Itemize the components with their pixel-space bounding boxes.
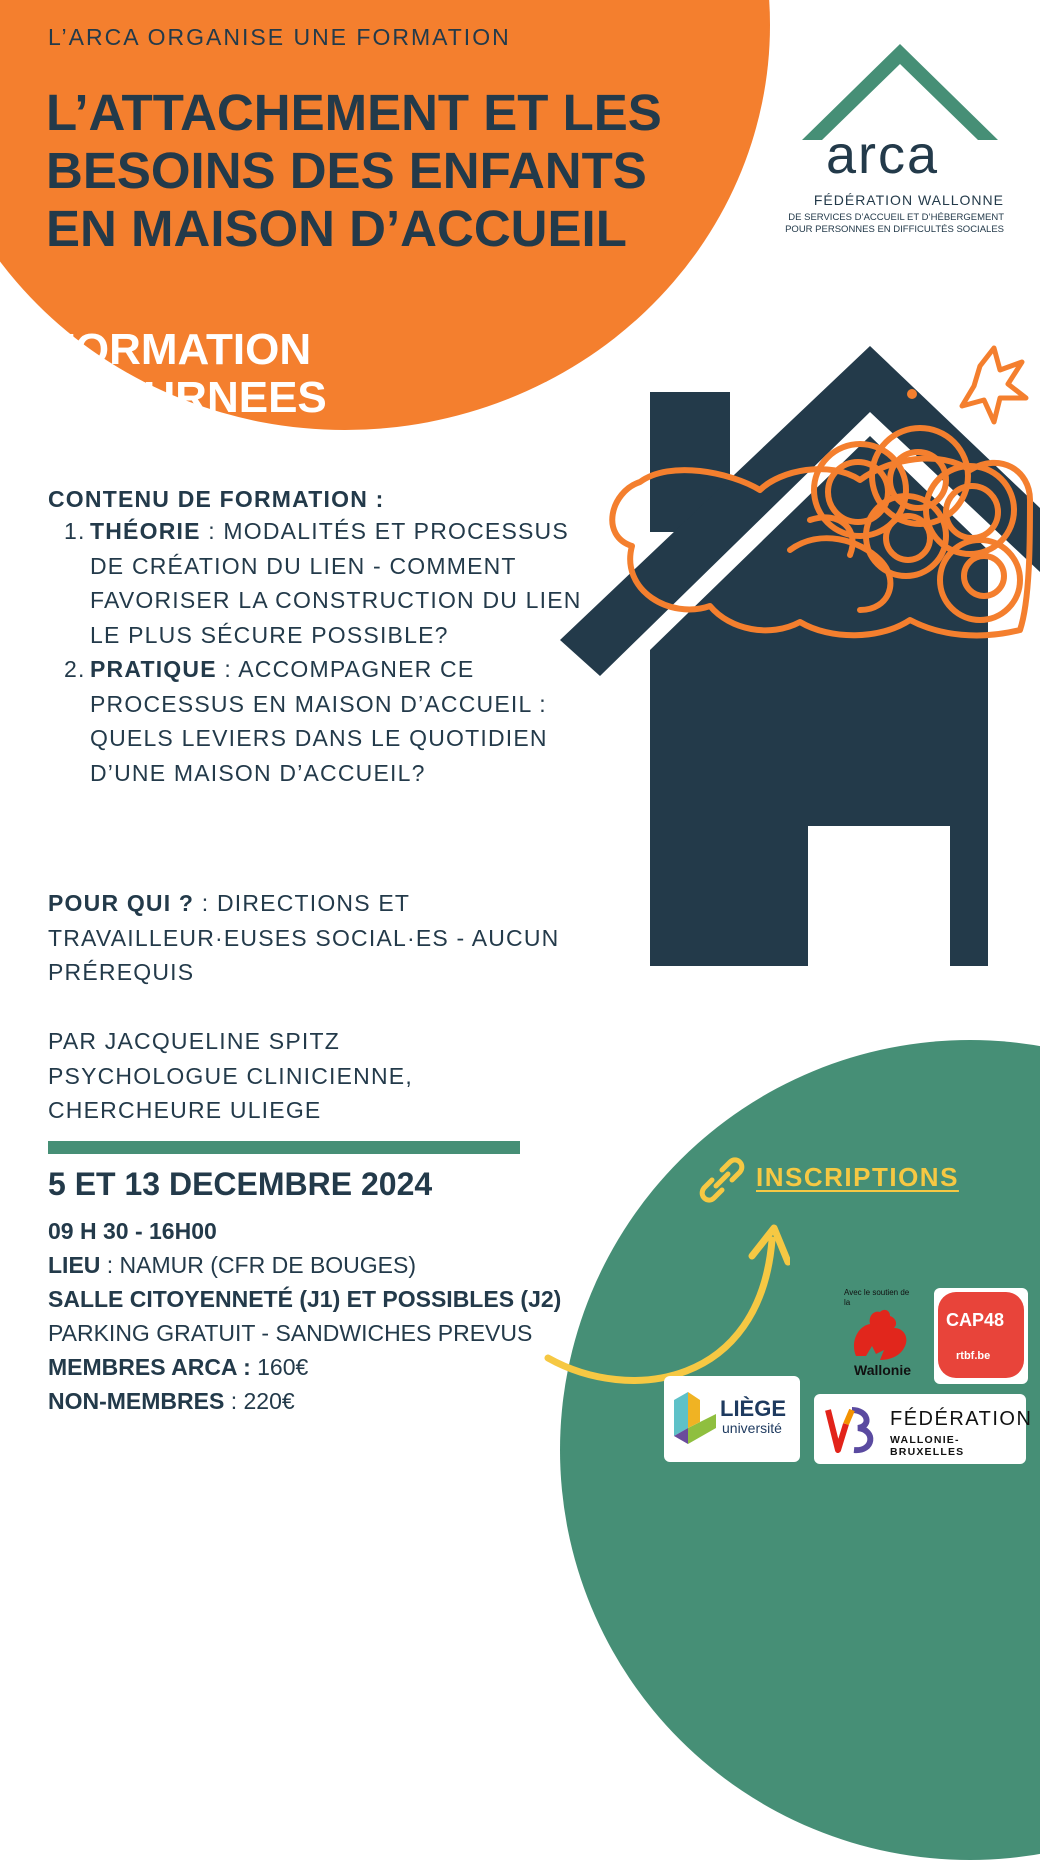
audience-label: POUR QUI ?	[48, 890, 195, 916]
event-extras: PARKING GRATUIT - SANDWICHES PREVUS	[48, 1320, 533, 1346]
place-label: LIEU	[48, 1252, 101, 1278]
link-icon	[692, 1150, 752, 1210]
cap48-rtbf: rtbf.be	[956, 1350, 991, 1362]
dot-doodle	[907, 389, 917, 399]
list-item-text: : ACCOMPAGNER CE PROCESSUS EN MAISON D’ACCUEIL : QUELS LEVIERS DANS LE QUOTIDIEN D’UNE MAISON D’ACCUEIL?	[90, 656, 548, 786]
list-item	[48, 514, 588, 652]
list-item-label: PRATIQUE	[90, 656, 217, 682]
fwb-name: FÉDÉRATION	[890, 1408, 1033, 1430]
place-value: : NAMUR (CFR DE BOUGES)	[100, 1252, 417, 1278]
audience-block	[48, 886, 568, 990]
event-rooms: SALLE CITOYENNETÉ (J1) ET POSSIBLES (J2)	[48, 1286, 562, 1312]
page-title: L’ATTACHEMENT ET LES BESOINS DES ENFANTS EN MAISON D’ACCUEIL	[46, 84, 662, 257]
nonmembers-label: NON-MEMBRES	[48, 1388, 225, 1414]
arca-tagline-1: FÉDÉRATION WALLONNE	[813, 192, 1004, 208]
house-illustration	[560, 340, 1040, 970]
rooster-icon	[846, 1306, 912, 1362]
wallonie-name: Wallonie	[854, 1362, 912, 1378]
list-item	[48, 652, 588, 790]
list-item-label: THÉORIE	[90, 518, 201, 544]
inscriptions-link[interactable]: INSCRIPTIONS	[756, 1162, 959, 1192]
members-price: 160€	[250, 1354, 309, 1380]
list-item-text: : MODALITÉS ET PROCESSUS DE CRÉATION DU LIEN - COMMENT FAVORISER LA CONSTRUCTION DU LIEN LE PLUS SÉCURE POSSIBLE?	[90, 518, 582, 648]
fwb-mark-icon	[824, 1404, 882, 1456]
cap48-badge	[938, 1292, 1024, 1378]
arca-wordmark: arca	[826, 125, 940, 185]
liege-university-logo	[664, 1376, 800, 1462]
liege-name: LIÈGE	[720, 1396, 787, 1421]
liege-sub: université	[722, 1420, 782, 1436]
fwb-sub: WALLONIE-BRUXELLES	[890, 1434, 965, 1458]
arca-tagline-2	[782, 212, 1004, 236]
audience-text: : DIRECTIONS ET TRAVAILLEUR·EUSES SOCIAL·ES - AUCUN PRÉREQUIS	[48, 890, 560, 985]
subtitle-line-2: 2 JOURNEES	[48, 373, 327, 422]
format-subtitle	[48, 326, 327, 422]
section-divider	[48, 1141, 520, 1154]
event-hours: 09 H 30 - 16H00	[48, 1218, 217, 1244]
cap48-name: CAP48	[946, 1310, 1005, 1330]
event-details	[48, 1214, 561, 1418]
wallonie-logo	[836, 1286, 922, 1382]
organizer-kicker: L’ARCA ORGANISE UNE FORMATION	[48, 24, 511, 50]
trainer-role: PSYCHOLOGUE CLINICIENNE,	[48, 1062, 413, 1089]
trainer-name: PAR JACQUELINE SPITZ	[48, 1028, 340, 1054]
nonmembers-price: : 220€	[224, 1388, 295, 1414]
members-label: MEMBRES ARCA :	[48, 1354, 251, 1380]
content-list	[48, 514, 588, 790]
house-door	[808, 826, 950, 968]
arca-tagline-2a: DE SERVICES D’ACCUEIL ET D’HÉBERGEMENT	[788, 212, 1004, 223]
wallonie-support-text: Avec le soutien de la	[844, 1288, 910, 1307]
content-heading: CONTENU DE FORMATION :	[48, 486, 385, 512]
trainer-affiliation: CHERCHEURE ULIEGE	[48, 1097, 322, 1123]
trainer-block	[48, 1024, 548, 1128]
subtitle-line-1: FORMATION	[48, 325, 312, 374]
arca-tagline-2b: POUR PERSONNES EN DIFFICULTÉS SOCIALES	[785, 224, 1004, 235]
event-dates: 5 ET 13 DECEMBRE 2024	[48, 1166, 433, 1202]
fwb-logo	[814, 1394, 1033, 1464]
cap48-logo	[934, 1288, 1028, 1384]
list-item-number: 1.	[64, 518, 86, 544]
star-doodle	[962, 348, 1026, 422]
list-item-number: 2.	[64, 656, 86, 682]
liege-mark-icon	[674, 1392, 716, 1444]
